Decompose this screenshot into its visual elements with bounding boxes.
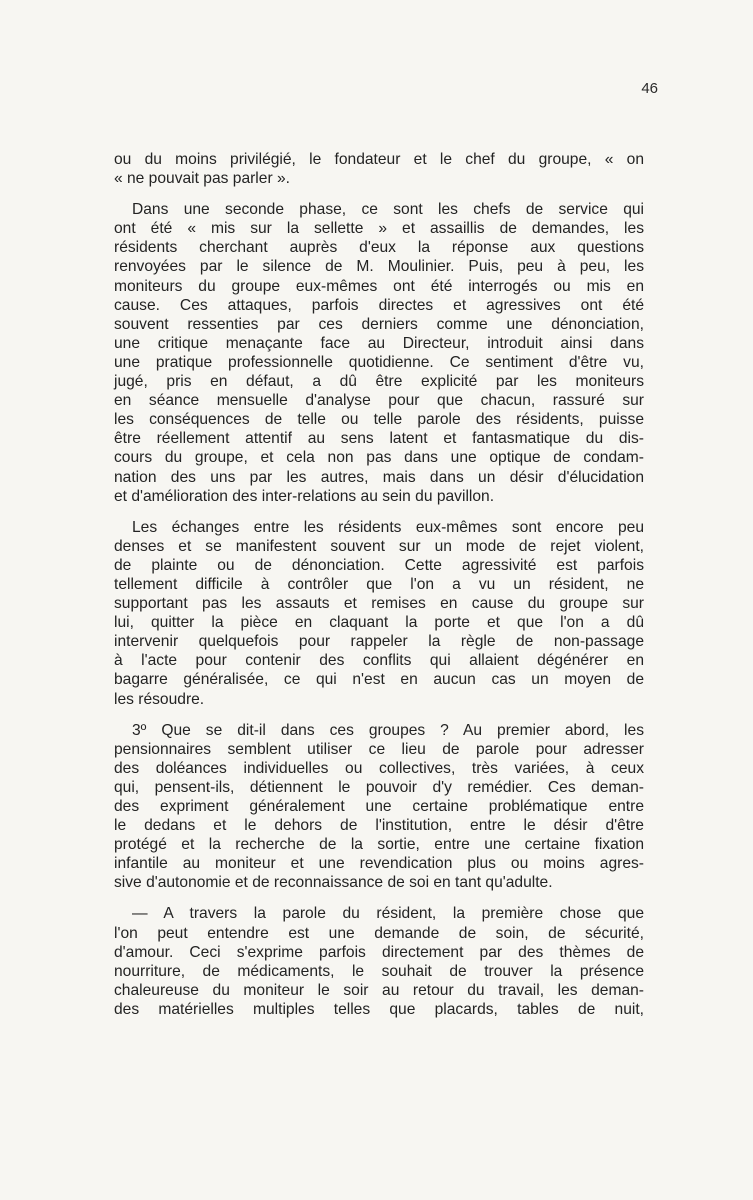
text-line: souvent ressenties par ces derniers comme une dénonciation, (114, 315, 644, 333)
text-line: à l'acte pour contenir des conflits qui allaient dégénérer en (114, 652, 644, 670)
text-line: ont été « mis sur la sellette » et assaillis de demandes, les (114, 220, 644, 238)
text-line: ou du moins privilégié, le fondateur et le chef du groupe, « on (114, 151, 644, 168)
text-line: nation des uns par les autres, mais dans un désir d'élucidation (114, 468, 644, 486)
paragraph (114, 200, 644, 506)
text-line: et d'amélioration des inter-relations au sein du pavillon. (114, 487, 495, 505)
text-line: en séance mensuelle d'analyse pour que chacun, rassuré sur (114, 392, 644, 410)
body-text (114, 150, 644, 1031)
paragraph (114, 721, 644, 893)
text-line: jugé, pris en défaut, a dû être explicité par les moniteurs (114, 373, 644, 391)
text-line: pensionnaires semblent utiliser ce lieu de parole pour adresser (114, 740, 644, 758)
text-line: l'on peut entendre est une demande de soin, de sécurité, (114, 924, 644, 942)
text-line: sive d'autonomie et de reconnaissance de soi en tant qu'adulte. (114, 874, 553, 892)
text-line: le dedans et le dehors de l'institution, entre le désir d'être (114, 817, 644, 835)
page-number: 46 (641, 80, 658, 97)
text-line: Les échanges entre les résidents eux-mêmes sont encore peu (132, 518, 644, 536)
text-line: 3º Que se dit-il dans ces groupes ? Au premier abord, les (132, 721, 644, 739)
text-line: moniteurs du groupe eux-mêmes ont été interrogés ou mis en (114, 277, 644, 295)
text-line: cours du groupe, et cela non pas dans une optique de condam- (114, 449, 644, 467)
text-line: des doléances individuelles ou collectives, très variées, à ceux (114, 759, 644, 777)
paragraph (114, 904, 644, 1019)
text-line: de plainte ou de dénonciation. Cette agressivité est parfois (114, 556, 644, 574)
text-line: des matérielles multiples telles que placards, tables de nuit, (114, 1000, 644, 1018)
text-line: lui, quitter la pièce en claquant la porte et que l'on a dû (114, 614, 644, 632)
text-line: renvoyées par le silence de M. Moulinier. Puis, peu à peu, les (114, 258, 644, 276)
text-line: les résoudre. (114, 690, 205, 708)
text-line: supportant pas les assauts et remises en cause du groupe sur (114, 595, 644, 613)
text-line: être réellement attentif au sens latent et fantasmatique du dis- (114, 430, 644, 448)
text-line: qui, pensent-ils, détiennent le pouvoir d'y remédier. Ces deman- (114, 778, 644, 796)
text-line: Dans une seconde phase, ce sont les chefs de service qui (132, 201, 644, 219)
text-line: denses et se manifestent souvent sur un mode de rejet violent, (114, 537, 644, 555)
text-line: cause. Ces attaques, parfois directes et agressives ont été (114, 296, 644, 314)
text-line: protégé et la recherche de la sortie, entre une certaine fixation (114, 836, 644, 854)
text-line: une critique menaçante face au Directeur, introduit ainsi dans (114, 334, 644, 352)
text-line: les conséquences de telle ou telle parole des résidents, puisse (114, 411, 644, 429)
text-line: nourriture, de médicaments, le souhait de trouver la présence (114, 962, 644, 980)
text-line: tellement difficile à contrôler que l'on a vu un résident, ne (114, 575, 644, 593)
text-line: — A travers la parole du résident, la première chose que (132, 905, 644, 923)
paragraph (114, 150, 644, 188)
text-line: infantile au moniteur et une revendication plus ou moins agres- (114, 855, 644, 873)
text-line: résidents cherchant auprès d'eux la réponse aux questions (114, 239, 644, 257)
text-line: intervenir quelquefois pour rappeler la règle de non-passage (114, 633, 644, 651)
text-line: chaleureuse du moniteur le soir au retour du travail, les deman- (114, 981, 644, 999)
text-line: « ne pouvait pas parler ». (114, 170, 290, 188)
text-line: une pratique professionnelle quotidienne. Ce sentiment d'être vu, (114, 353, 644, 371)
text-line: bagarre généralisée, ce qui n'est en aucun cas un moyen de (114, 671, 644, 689)
text-line: des expriment généralement une certaine problématique entre (114, 798, 644, 815)
paragraph (114, 518, 644, 709)
text-line: d'amour. Ceci s'exprime parfois directement par des thèmes de (114, 943, 644, 961)
